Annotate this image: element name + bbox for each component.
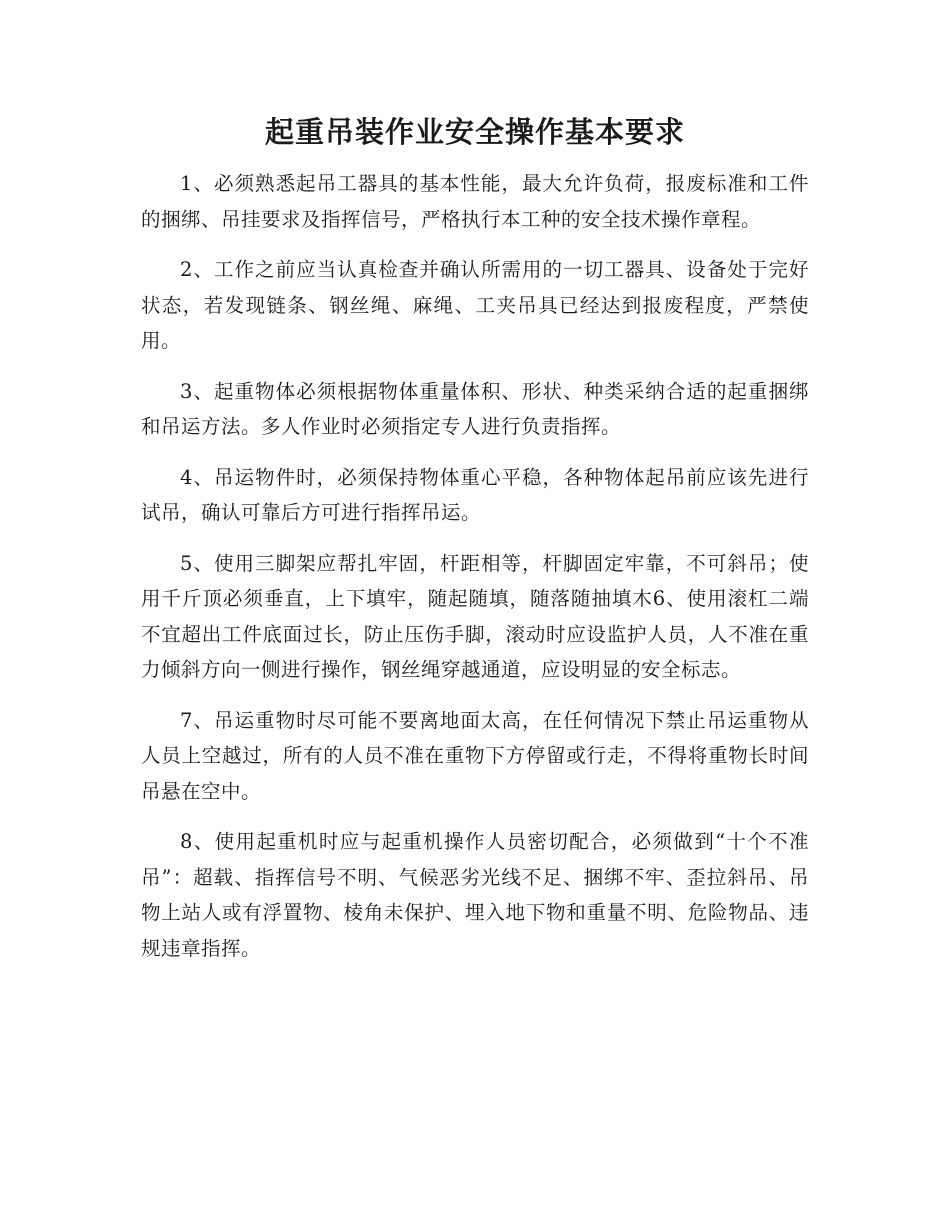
paragraph-7: 7、吊运重物时尽可能不要离地面太高，在任何情况下禁止吊运重物从人员上空越过，所有的人员不准在重物下方停留或行走，不得将重物长时间吊悬在空中。 [141, 708, 809, 803]
document-body [141, 166, 809, 981]
document-title: 起重吊装作业安全操作基本要求 [264, 115, 685, 149]
paragraph-3: 3、起重物体必须根据物体重量体积、形状、种类采纳合适的起重捆绑和吊运方法。多人作业时必须指定专人进行负责指挥。 [141, 379, 809, 438]
paragraph-8: 8、使用起重机时应与起重机操作人员密切配合，必须做到“十个不准吊”：超载、指挥信号不明、气候恶劣光线不足、捆绑不牢、歪拉斜吊、吊物上站人或有浮置物、棱角未保护、埋入地下物和重量不明、危险物品、违规违章指挥。 [141, 830, 809, 960]
paragraph-5: 5、使用三脚架应帮扎牢固，杆距相等，杆脚固定牢靠，不可斜吊；使用千斤顶必须垂直，上下填牢，随起随填，随落随抽填木6、使用滚杠二端不宜超出工件底面过长，防止压伤手脚，滚动时应设监护人员，人不准在重力倾斜方向一侧进行操作，钢丝绳穿越通道，应设明显的安全标志。 [141, 551, 809, 681]
paragraph-4: 4、吊运物件时，必须保持物体重心平稳，各种物体起吊前应该先进行试吊，确认可靠后方可进行指挥吊运。 [141, 465, 809, 524]
paragraph-1: 1、必须熟悉起吊工器具的基本性能，最大允许负荷，报废标准和工件的捆绑、吊挂要求及指挥信号，严格执行本工种的安全技术操作章程。 [141, 172, 809, 231]
paragraph-2: 2、工作之前应当认真检查并确认所需用的一切工器具、设备处于完好状态，若发现链条、钢丝绳、麻绳、工夹吊具已经达到报废程度，严禁使用。 [141, 258, 809, 352]
